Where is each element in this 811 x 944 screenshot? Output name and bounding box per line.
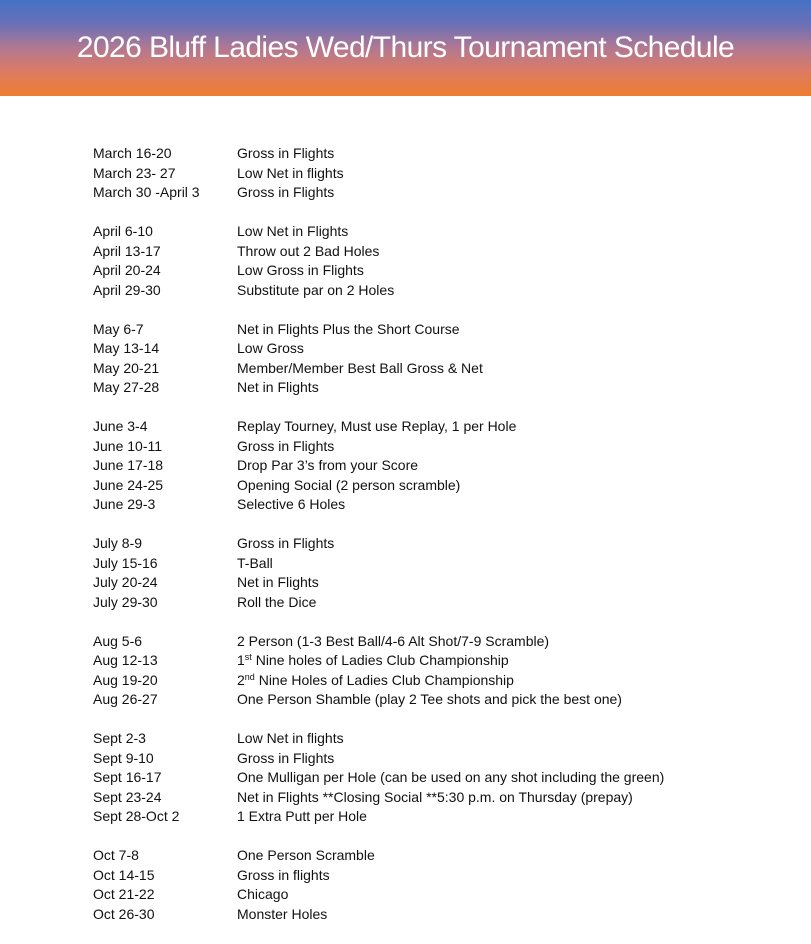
event-date: June 29-3: [93, 496, 156, 512]
month-group-may: [93, 320, 803, 398]
schedule-row: [93, 905, 803, 925]
schedule-row: [93, 320, 803, 340]
event-description: Gross in Flights: [237, 145, 335, 161]
event-description: Substitute par on 2 Holes: [237, 281, 395, 298]
schedule-row: [93, 164, 803, 184]
schedule-row: [93, 242, 803, 262]
event-date: July 15-16: [93, 554, 158, 571]
event-description: Roll the Dice: [237, 593, 317, 610]
event-description: [237, 671, 803, 691]
schedule-row: [93, 632, 803, 652]
schedule-row: [93, 476, 803, 496]
event-date: May 6-7: [93, 320, 144, 337]
month-group-april: [93, 222, 803, 300]
schedule-row: [93, 222, 803, 242]
schedule-row: [93, 144, 803, 164]
schedule-row: [93, 359, 803, 379]
event-date: Sept 2-3: [93, 730, 146, 746]
event-date: Aug 19-20: [93, 671, 158, 688]
event-date: May 27-28: [93, 379, 160, 395]
schedule-row: [93, 378, 803, 398]
event-date: Sept 28-Oct 2: [93, 808, 180, 824]
event-date: March 30 -April 3: [93, 184, 200, 200]
event-date: May 20-21: [93, 359, 160, 376]
event-description: Low Gross: [237, 340, 304, 356]
month-group-july: [93, 534, 803, 612]
event-date: Oct 26-30: [93, 905, 155, 922]
event-description: Gross in Flights: [237, 535, 335, 551]
schedule-row: [93, 729, 803, 749]
event-description: Opening Social (2 person scramble): [237, 476, 461, 493]
schedule-row: [93, 281, 803, 301]
event-description: 1 Extra Putt per Hole: [237, 808, 367, 824]
event-description: Gross in Flights: [237, 437, 335, 454]
event-description: Chicago: [237, 886, 289, 902]
event-description: Net in Flights: [237, 574, 319, 590]
event-description: 2 Person (1-3 Best Ball/4-6 Alt Shot/7-9 Scramble): [237, 632, 550, 649]
event-date: Oct 14-15: [93, 866, 155, 883]
event-description: Drop Par 3’s from your Score: [237, 457, 419, 473]
schedule-row: [93, 749, 803, 769]
event-date: Aug 26-27: [93, 691, 158, 707]
title-banner: [0, 0, 811, 96]
schedule-row: [93, 768, 803, 788]
ordinal-number: 2: [237, 671, 245, 688]
event-description: Gross in flights: [237, 866, 330, 883]
schedule-row: [93, 573, 803, 593]
schedule-row: [93, 534, 803, 554]
event-description: T-Ball: [237, 554, 273, 571]
event-text: Nine holes of Ladies Club Championship: [251, 652, 509, 668]
event-description: Gross in Flights: [237, 749, 335, 766]
tournament-schedule: [93, 144, 803, 944]
event-text: Nine Holes of Ladies Club Championship: [254, 671, 514, 688]
schedule-row: [93, 671, 803, 691]
schedule-row: [93, 807, 803, 827]
event-date: June 10-11: [93, 437, 163, 454]
event-description: Replay Tourney, Must use Replay, 1 per Hole: [237, 418, 517, 434]
event-date: April 6-10: [93, 223, 153, 239]
event-description: Net in Flights **Closing Social **5:30 p.m. on Thursday (prepay): [237, 788, 633, 805]
schedule-row: [93, 183, 803, 203]
month-group-oct: [93, 846, 803, 924]
ordinal-suffix: st: [244, 652, 252, 662]
event-date: July 8-9: [93, 535, 143, 551]
schedule-row: [93, 456, 803, 476]
event-description: Low Net in flights: [237, 164, 344, 181]
event-description: [237, 651, 803, 671]
schedule-row: [93, 651, 803, 671]
month-group-sept: [93, 729, 803, 827]
schedule-row: [93, 261, 803, 281]
event-date: Oct 21-22: [93, 886, 155, 902]
event-date: June 17-18: [93, 457, 164, 473]
event-description: Throw out 2 Bad Holes: [237, 242, 380, 259]
event-description: One Person Scramble: [237, 847, 375, 863]
event-description: Selective 6 Holes: [237, 496, 346, 512]
schedule-row: [93, 885, 803, 905]
event-description: Member/Member Best Ball Gross & Net: [237, 359, 483, 376]
schedule-row: [93, 495, 803, 515]
event-date: Oct 7-8: [93, 847, 139, 863]
schedule-row: [93, 866, 803, 886]
event-date: April 13-17: [93, 242, 161, 259]
event-date: July 29-30: [93, 593, 158, 610]
ordinal-number: 1: [237, 652, 245, 668]
event-description: Low Net in Flights: [237, 223, 349, 239]
schedule-row: [93, 437, 803, 457]
event-date: April 20-24: [93, 262, 161, 278]
schedule-row: [93, 339, 803, 359]
schedule-row: [93, 417, 803, 437]
schedule-row: [93, 690, 803, 710]
event-date: July 20-24: [93, 574, 158, 590]
event-date: March 23- 27: [93, 164, 176, 181]
event-description: Net in Flights: [237, 379, 319, 395]
event-date: June 24-25: [93, 476, 164, 493]
event-description: Gross in Flights: [237, 184, 335, 200]
month-group-aug: [93, 632, 803, 710]
event-date: April 29-30: [93, 281, 161, 298]
schedule-row: [93, 788, 803, 808]
event-date: Sept 16-17: [93, 769, 162, 785]
event-date: Aug 12-13: [93, 652, 158, 668]
event-date: June 3-4: [93, 418, 148, 434]
event-description: Net in Flights Plus the Short Course: [237, 320, 460, 337]
event-date: Aug 5-6: [93, 632, 143, 649]
event-date: March 16-20: [93, 145, 172, 161]
month-group-march: [93, 144, 803, 203]
schedule-row: [93, 554, 803, 574]
event-description: One Mulligan per Hole (can be used on any shot including the green): [237, 769, 665, 785]
ordinal-suffix: nd: [244, 671, 255, 682]
event-description: Low Gross in Flights: [237, 262, 364, 278]
month-group-june: [93, 417, 803, 515]
event-description: Monster Holes: [237, 905, 328, 922]
schedule-row: [93, 846, 803, 866]
event-date: May 13-14: [93, 340, 160, 356]
event-description: Low Net in flights: [237, 730, 344, 746]
event-description: One Person Shamble (play 2 Tee shots and pick the best one): [237, 691, 622, 707]
event-date: Sept 23-24: [93, 788, 162, 805]
page-title: 2026 Bluff Ladies Wed/Thurs Tournament Schedule: [76, 31, 735, 64]
schedule-row: [93, 593, 803, 613]
event-date: Sept 9-10: [93, 749, 154, 766]
